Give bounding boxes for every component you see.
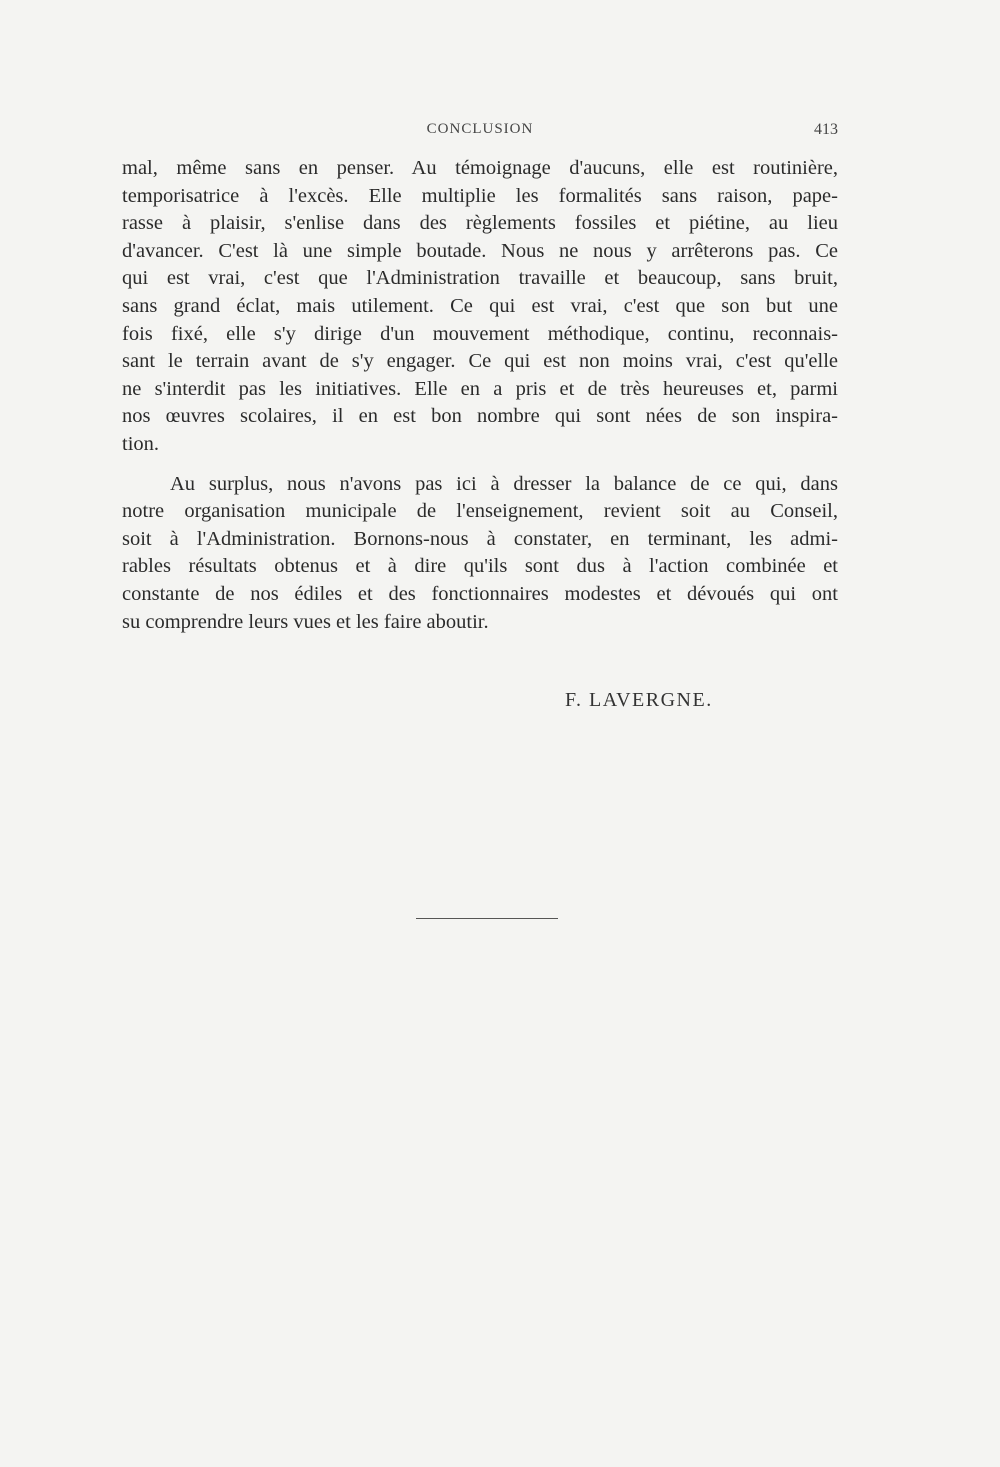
paragraph-1 [122, 155, 838, 459]
text-line: d'avancer. C'est là une simple boutade. Nous ne nous y arrêterons pas. Ce [122, 239, 838, 262]
text-line: temporisatrice à l'excès. Elle multiplie les formalités sans raison, pape- [122, 184, 838, 207]
text-line: constante de nos édiles et des fonctionnaires modestes et dévoués qui ont [122, 582, 838, 605]
text-line: tion. [122, 432, 160, 455]
text-line: rasse à plaisir, s'enlise dans des règlements fossiles et piétine, au lieu [122, 212, 838, 235]
text-line: mal, même sans en penser. Au témoignage d'aucuns, elle est routinière, [122, 157, 838, 179]
text-line: nos œuvres scolaires, il en est bon nombre qui sont nées de son inspira- [122, 405, 838, 428]
text-line: fois fixé, elle s'y dirige d'un mouvement méthodique, continu, reconnais- [122, 322, 838, 345]
text-line: sant le terrain avant de s'y engager. Ce qui est non moins vrai, c'est qu'elle [122, 350, 838, 373]
text-line: rables résultats obtenus et à dire qu'ils sont dus à l'action combinée et [122, 555, 838, 578]
text-line: soit à l'Administration. Bornons-nous à constater, en terminant, les admi- [122, 527, 838, 550]
author-signature: F. LAVERGNE. [565, 689, 713, 711]
page-number: 413 [814, 121, 838, 138]
text-line: qui est vrai, c'est que l'Administration travaille et beaucoup, sans bruit, [122, 267, 838, 290]
paragraph-2 [122, 471, 838, 637]
running-title: CONCLUSION [426, 121, 534, 137]
text-line: Au surplus, nous n'avons pas ici à dresser la balance de ce qui, dans [170, 472, 838, 495]
paragraph-gap [122, 459, 838, 471]
text-line: su comprendre leurs vues et les faire aboutir. [122, 610, 489, 633]
text-line: notre organisation municipale de l'enseignement, revient soit au Conseil, [122, 500, 838, 523]
body-text [122, 155, 838, 636]
text-line: ne s'interdit pas les initiatives. Elle en a pris et de très heureuses et, parmi [122, 377, 838, 400]
text-line: sans grand éclat, mais utilement. Ce qui est vrai, c'est que son but une [122, 294, 838, 317]
running-head [122, 121, 838, 143]
end-rule-divider [416, 918, 558, 919]
